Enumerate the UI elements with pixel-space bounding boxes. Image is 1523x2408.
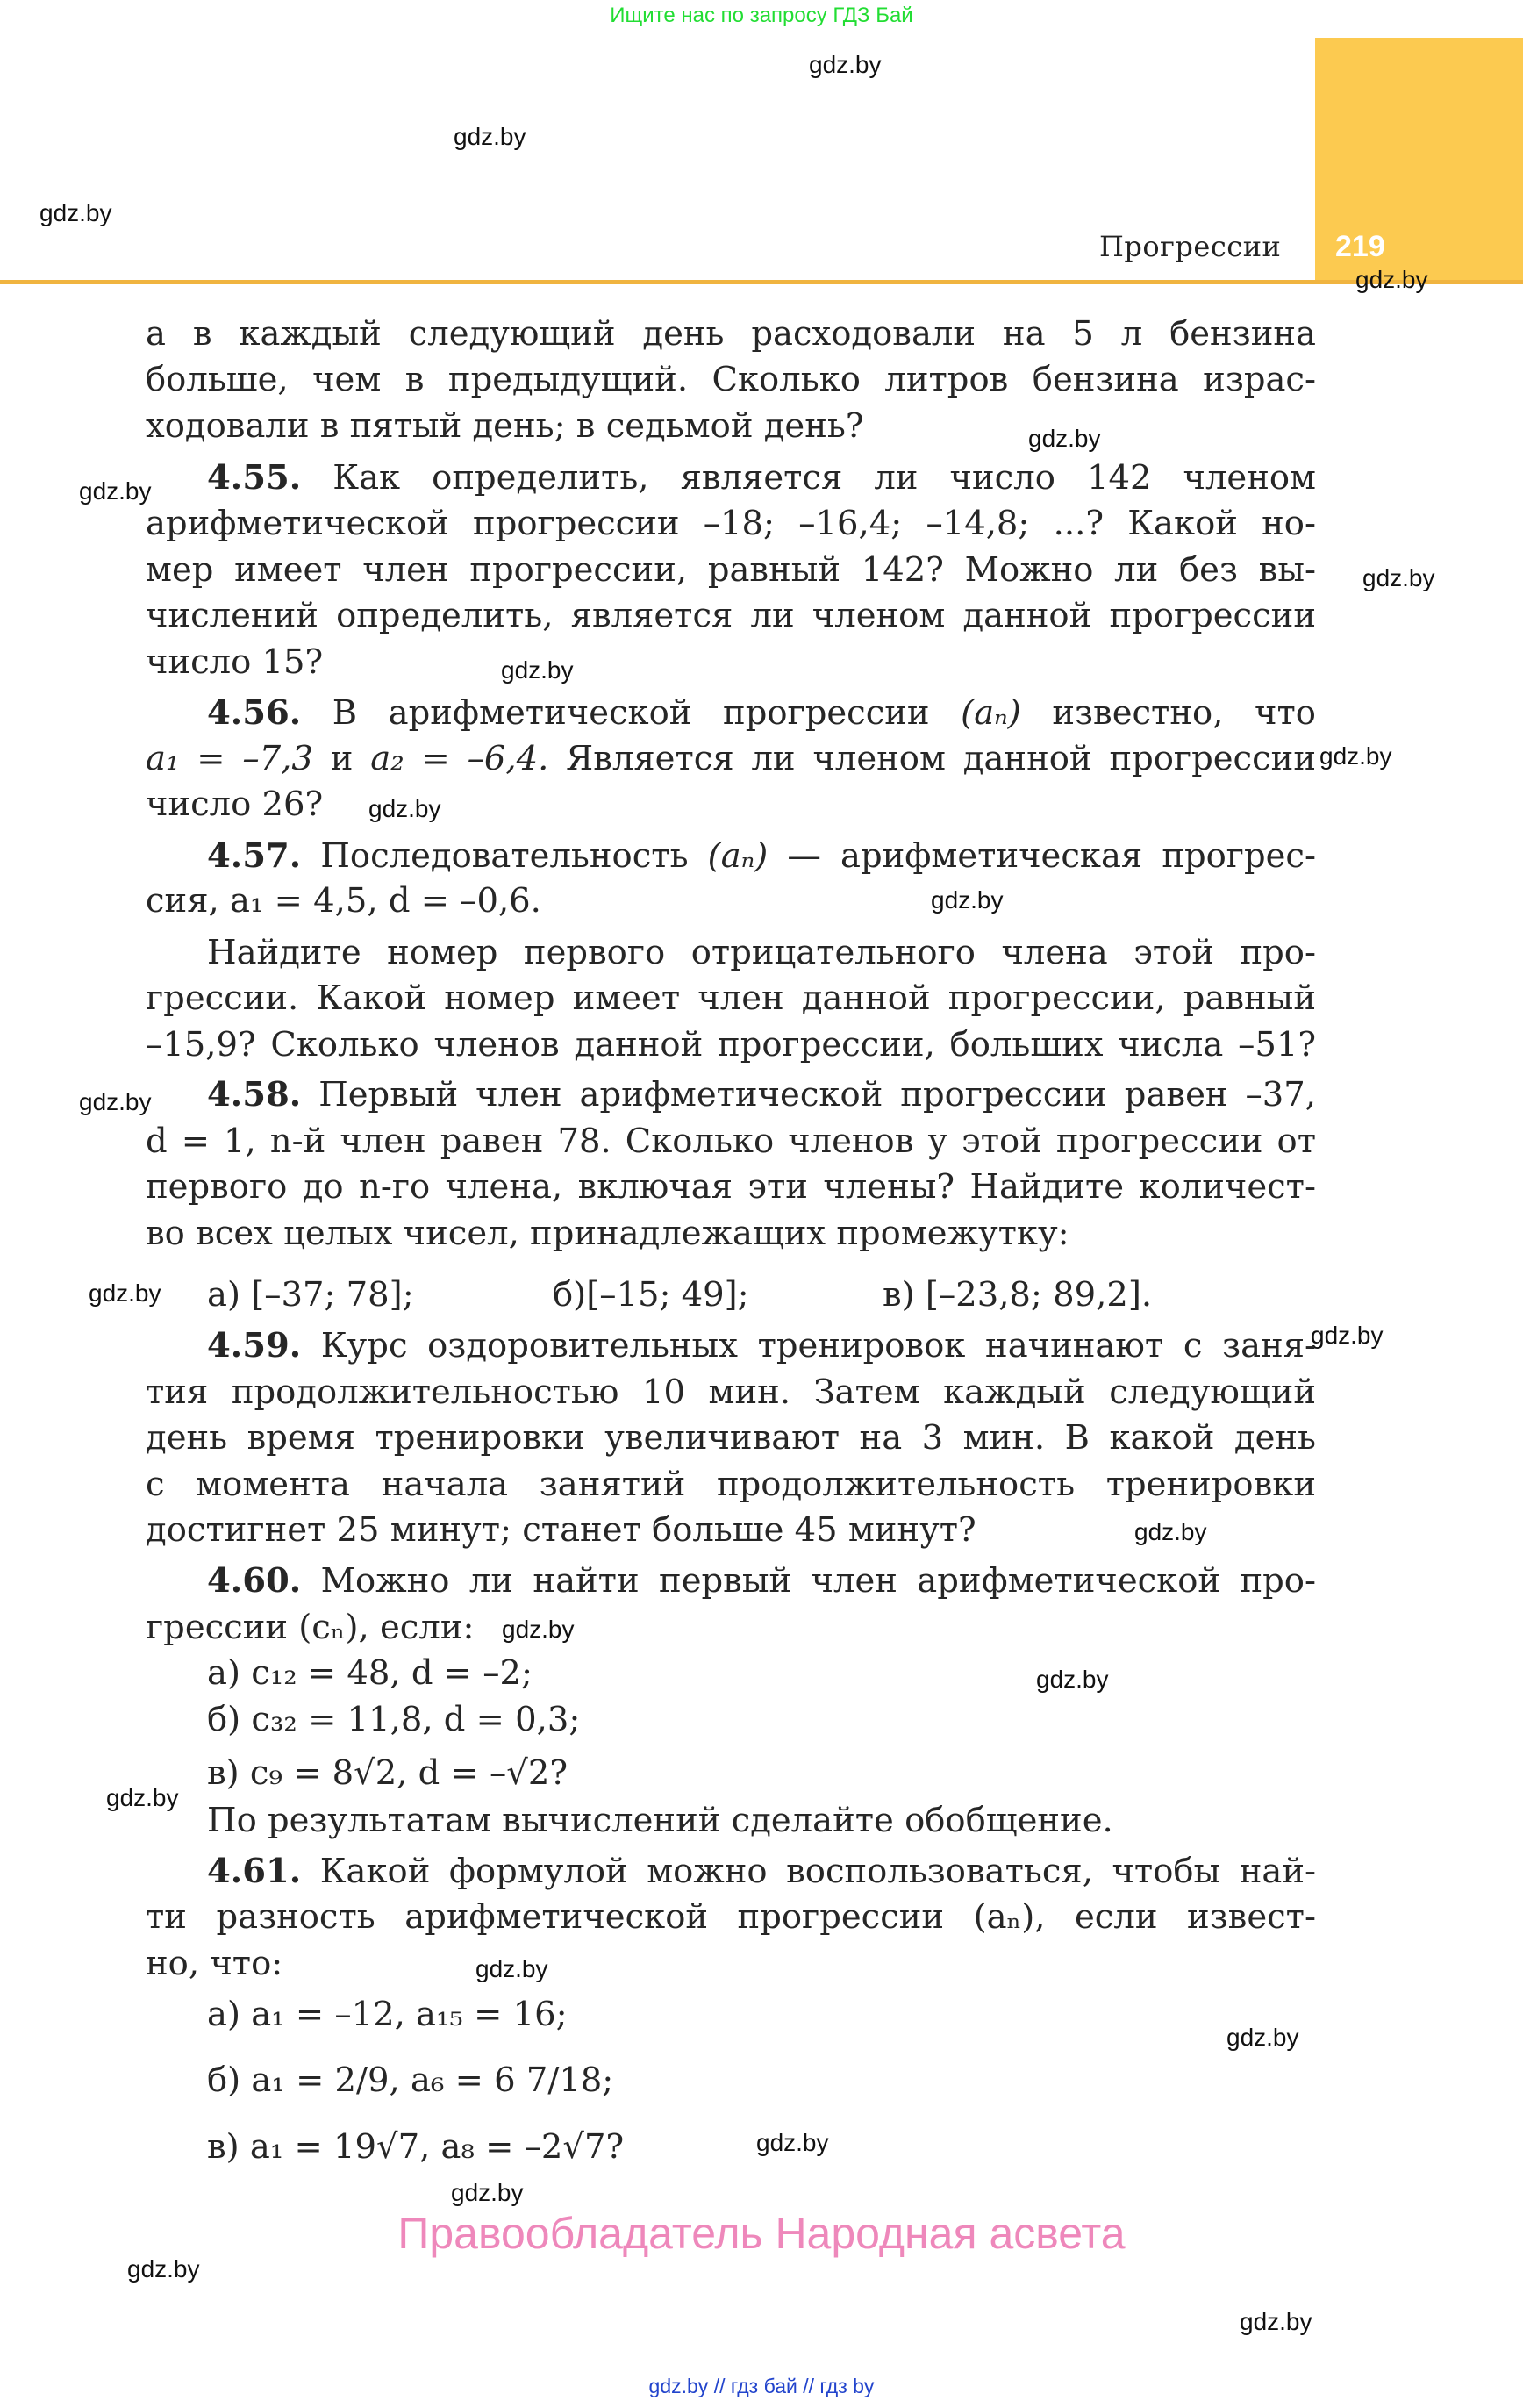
watermark: gdz.by bbox=[451, 2179, 524, 2206]
copyright-notice: Правообладатель Народная асвета bbox=[397, 2209, 1126, 2258]
footer-links[interactable]: gdz.by // гдз бай // гдз by bbox=[648, 2375, 875, 2397]
watermark: gdz.by bbox=[89, 1279, 161, 1307]
exercise-4-59: 4.59. Курс оздоровительных тренировок начинают с заня- bbox=[207, 1326, 1316, 1365]
item-c: в) c₉ = 8√2, d = –√2? bbox=[207, 1753, 568, 1793]
text-line: арифметической прогрессии –18; –16,4; –14,8; ...? Какой но- bbox=[146, 504, 1316, 543]
interval-b: б)[–15; 49]; bbox=[553, 1275, 749, 1315]
header-rule bbox=[0, 280, 1523, 284]
watermark: gdz.by bbox=[1355, 266, 1428, 293]
text-line: мер имеет член прогрессии, равный 142? Можно ли без вы- bbox=[146, 550, 1316, 590]
exercise-4-56: 4.56. В арифметической прогрессии (aₙ) известно, что bbox=[207, 693, 1316, 733]
text-line: первого до n-го члена, включая эти члены? Найдите количест- bbox=[146, 1167, 1316, 1207]
watermark: gdz.by bbox=[502, 1616, 575, 1643]
text-line: –15,9? Сколько членов данной прогрессии, больших числа –51? bbox=[146, 1025, 1316, 1064]
watermark: gdz.by bbox=[756, 2129, 829, 2156]
exercise-4-61: 4.61. Какой формулой можно воспользоваться, чтобы най- bbox=[207, 1852, 1316, 1891]
watermark: gdz.by bbox=[106, 1784, 179, 1811]
exercise-4-60: 4.60. Можно ли найти первый член арифметической про- bbox=[207, 1561, 1316, 1601]
text-line: день время тренировки увеличивают на 3 мин. В какой день bbox=[146, 1418, 1316, 1458]
text-line: сия, a₁ = 4,5, d = –0,6. bbox=[146, 881, 541, 921]
text-line: но, что: bbox=[146, 1944, 283, 1983]
watermark: gdz.by bbox=[1362, 564, 1435, 591]
item-a: а) a₁ = –12, a₁₅ = 16; bbox=[207, 1995, 568, 2034]
exercise-4-58: 4.58. Первый член арифметической прогрессии равен –37, bbox=[207, 1075, 1316, 1114]
text-line: ти разность арифметической прогрессии (aₙ), если извест- bbox=[146, 1897, 1316, 1937]
watermark: gdz.by bbox=[39, 199, 112, 226]
exercise-4-55: 4.55. Как определить, является ли число 142 членом bbox=[207, 458, 1316, 498]
exercise-4-57: 4.57. Последовательность (aₙ) — арифметическая прогрес- bbox=[207, 836, 1316, 876]
text-line: тия продолжительностью 10 мин. Затем каждый следующий bbox=[146, 1372, 1316, 1412]
watermark: gdz.by bbox=[368, 795, 441, 822]
text-line: во всех целых чисел, принадлежащих промежутку: bbox=[146, 1214, 1069, 1253]
exercise-number: 4.60. bbox=[207, 1561, 302, 1601]
watermark: gdz.by bbox=[809, 51, 882, 78]
text-line: число 26? bbox=[146, 785, 324, 824]
watermark: gdz.by bbox=[79, 477, 152, 505]
exercise-number: 4.56. bbox=[207, 693, 302, 733]
watermark: gdz.by bbox=[501, 656, 574, 684]
item-a: а) c₁₂ = 48, d = –2; bbox=[207, 1653, 533, 1693]
watermark: gdz.by bbox=[454, 123, 526, 150]
exercise-number: 4.58. bbox=[207, 1075, 302, 1114]
watermark: gdz.by bbox=[79, 1088, 152, 1115]
text-line: a₁ = –7,3 и a₂ = –6,4. Является ли членом данной прогрессии bbox=[146, 739, 1316, 778]
interval-a: а) [–37; 78]; bbox=[207, 1275, 414, 1315]
text-line: с момента начала занятий продолжительность тренировки bbox=[146, 1465, 1316, 1504]
watermark: gdz.by bbox=[1036, 1666, 1109, 1693]
text-line: Найдите номер первого отрицательного члена этой про- bbox=[207, 933, 1316, 972]
conclusion: По результатам вычислений сделайте обобщение. bbox=[207, 1801, 1113, 1840]
text-line: грессии. Какой номер имеет член данной прогрессии, равный bbox=[146, 978, 1316, 1018]
text-line: грессии (cₙ), если: bbox=[146, 1608, 475, 1647]
text-line: число 15? bbox=[146, 642, 324, 682]
text-line: достигнет 25 минут; станет больше 45 минут? bbox=[146, 1510, 976, 1550]
search-banner: Ищите нас по запросу ГДЗ Бай bbox=[610, 4, 913, 27]
watermark: gdz.by bbox=[1226, 2024, 1299, 2051]
exercise-number: 4.61. bbox=[207, 1852, 302, 1891]
text-line: d = 1, n-й член равен 78. Сколько членов у этой прогрессии от bbox=[146, 1122, 1316, 1161]
interval-c: в) [–23,8; 89,2]. bbox=[883, 1275, 1153, 1315]
watermark: gdz.by bbox=[1319, 742, 1392, 770]
text-line: больше, чем в предыдущий. Сколько литров бензина израс- bbox=[146, 360, 1316, 399]
watermark: gdz.by bbox=[1311, 1322, 1384, 1349]
running-head: Прогрессии bbox=[1099, 230, 1282, 263]
watermark: gdz.by bbox=[1028, 425, 1101, 452]
exercise-number: 4.59. bbox=[207, 1326, 302, 1365]
watermark: gdz.by bbox=[127, 2255, 200, 2283]
item-b: б) a₁ = 2/9, a₆ = 6 7/18; bbox=[207, 2060, 614, 2100]
watermark: gdz.by bbox=[475, 1955, 548, 1982]
watermark: gdz.by bbox=[931, 886, 1004, 914]
watermark: gdz.by bbox=[1134, 1518, 1207, 1545]
item-c: в) a₁ = 19√7, a₈ = –2√7? bbox=[207, 2127, 625, 2167]
text-line: а в каждый следующий день расходовали на 5 л бензина bbox=[146, 314, 1316, 354]
text-line: ходовали в пятый день; в седьмой день? bbox=[146, 406, 864, 446]
watermark: gdz.by bbox=[1240, 2308, 1312, 2335]
text-line: числений определить, является ли членом данной прогрессии bbox=[146, 596, 1316, 635]
exercise-number: 4.57. bbox=[207, 836, 302, 876]
page-number: 219 bbox=[1335, 230, 1385, 263]
item-b: б) c₃₂ = 11,8, d = 0,3; bbox=[207, 1700, 581, 1739]
exercise-number: 4.55. bbox=[207, 458, 302, 498]
